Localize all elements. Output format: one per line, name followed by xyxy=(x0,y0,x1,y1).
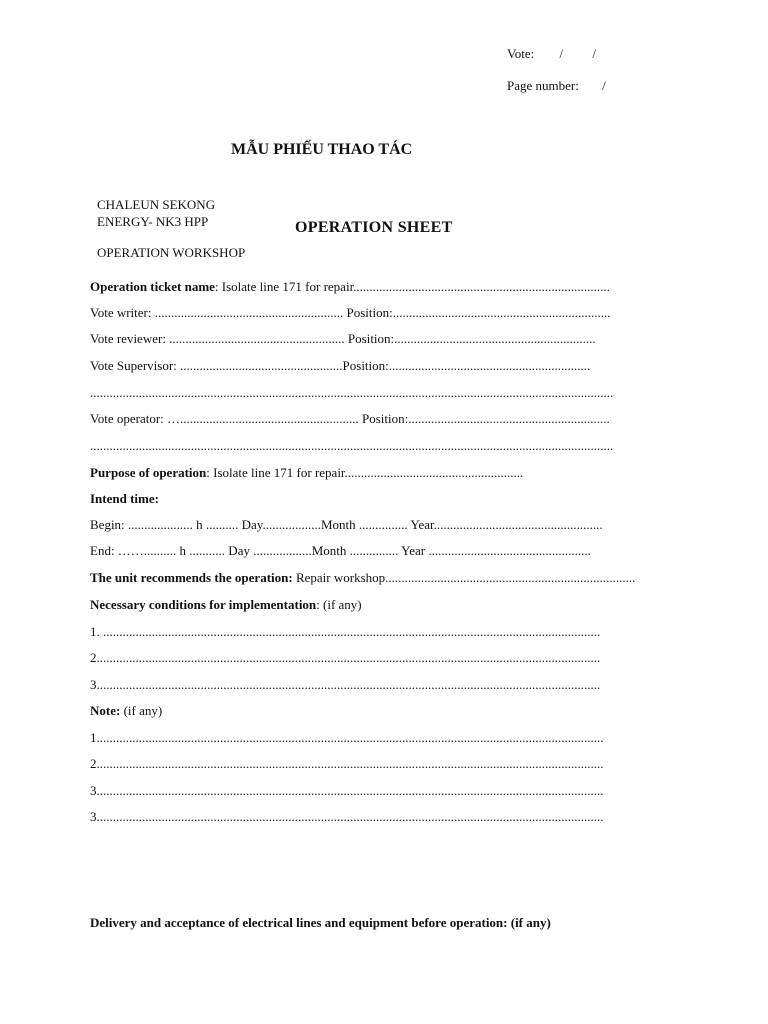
organization-name xyxy=(97,196,215,230)
field-label: Operation ticket name xyxy=(90,279,215,294)
sheet-title: OPERATION SHEET xyxy=(295,219,453,236)
operation-ticket-name-field xyxy=(90,279,610,295)
condition-line-1: 1. ......................................................................................................................................................... xyxy=(90,624,601,639)
delivery-acceptance-heading: Delivery and acceptance of electrical lines and equipment before operation: (if any) xyxy=(90,915,551,930)
field-label: Purpose of operation xyxy=(90,465,207,480)
note-line-1: 1............................................................................................................................................................ xyxy=(90,730,604,745)
note-line-3: 3............................................................................................................................................................ xyxy=(90,783,604,798)
intend-time-heading: Intend time: xyxy=(90,491,159,506)
condition-line-3: 3........................................................................................................................................................... xyxy=(90,677,601,692)
purpose-of-operation-field xyxy=(90,465,523,481)
vote-operator-field: Vote operator: …....................................................... Position:.............................................................. xyxy=(90,411,610,426)
necessary-conditions-heading xyxy=(90,597,362,613)
vote-writer-field: Vote writer: .......................................................... Position:................................................................... xyxy=(90,305,611,320)
field-label: Necessary conditions for implementation xyxy=(90,597,317,612)
page-number-separator: / xyxy=(602,78,606,93)
field-value: : Isolate line 171 for repair............................................................................... xyxy=(214,279,610,294)
field-value: : (if any) xyxy=(316,597,362,612)
end-time-field: End: …….......... h ........... Day ..................Month ............... Year .................................................. xyxy=(90,543,591,558)
field-value: (if any) xyxy=(120,703,163,718)
vote-reviewer-field: Vote reviewer: ...................................................... Position:.............................................................. xyxy=(90,331,596,346)
workshop-name: OPERATION WORKSHOP xyxy=(97,245,246,260)
form-title-vietnamese: MẪU PHIẾU THAO TÁC xyxy=(231,141,413,158)
field-value: : Isolate line 171 for repair....................................................... xyxy=(206,465,524,480)
vote-separator: / xyxy=(592,46,596,61)
note-line-2: 2............................................................................................................................................................ xyxy=(90,756,604,771)
vote-label: Vote: xyxy=(507,46,535,61)
field-value: Repair workshop............................................................................. xyxy=(292,570,636,585)
page-number-label: Page number: xyxy=(507,78,579,93)
blank-line: ................................................................................................................................................................. xyxy=(90,438,614,453)
vote-separator: / xyxy=(559,46,564,61)
vote-supervisor-field: Vote Supervisor: ..................................................Position:.............................................................. xyxy=(90,358,591,373)
note-heading xyxy=(90,703,162,719)
note-line-4: 3............................................................................................................................................................ xyxy=(90,809,604,824)
page-number-row xyxy=(507,78,606,94)
condition-line-2: 2........................................................................................................................................................... xyxy=(90,650,601,665)
field-label: Note: xyxy=(90,703,121,718)
blank-line: ................................................................................................................................................................. xyxy=(90,385,614,400)
field-label: The unit recommends the operation: xyxy=(90,570,293,585)
vote-number-row xyxy=(507,46,596,62)
organization-line-1: CHALEUN SEKONG xyxy=(97,197,216,212)
organization-line-2: ENERGY- NK3 HPP xyxy=(97,214,209,229)
recommending-unit-field xyxy=(90,570,635,586)
begin-time-field: Begin: .................... h .......... Day..................Month ............... Year.................................................... xyxy=(90,517,603,532)
